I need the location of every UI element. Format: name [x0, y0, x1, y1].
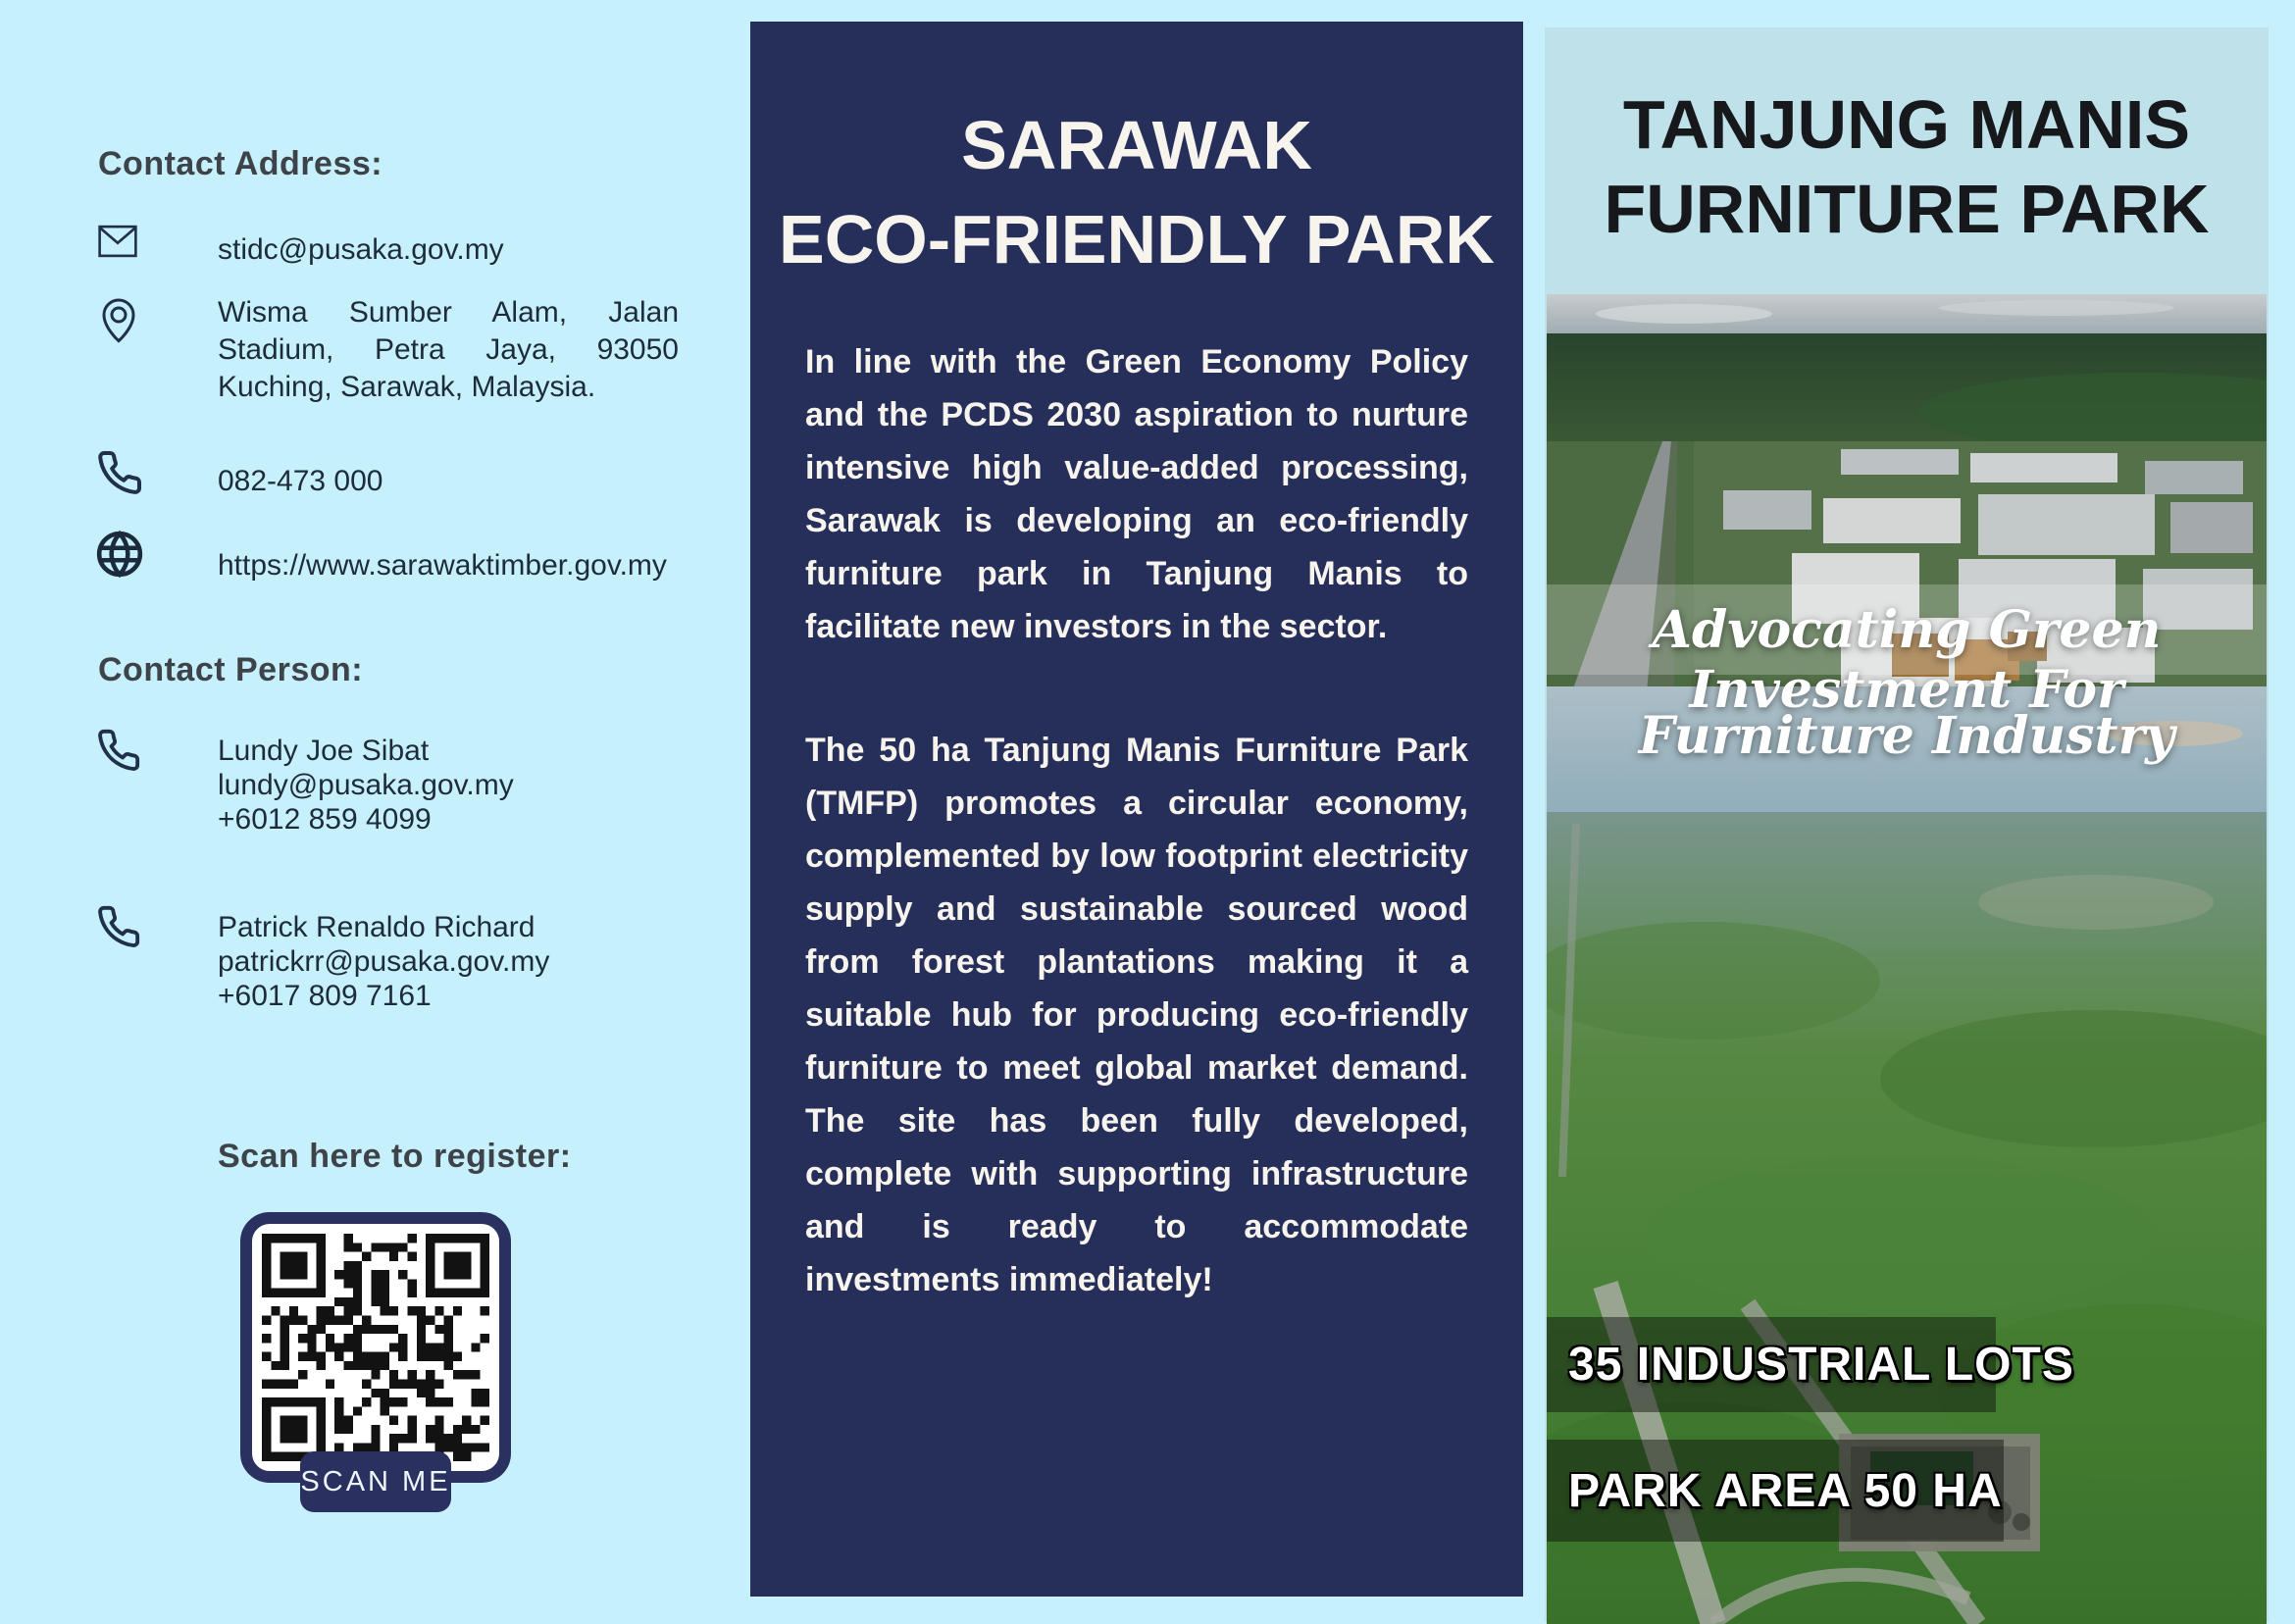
aerial-photo-art — [1547, 294, 2267, 1624]
eco-park-title — [750, 98, 1523, 286]
eco-park-title-line2: ECO-FRIENDLY PARK — [779, 201, 1495, 278]
contact-person-phone: +6017 809 7161 — [218, 980, 432, 1012]
contact-person-phone: +6012 859 4099 — [218, 803, 432, 836]
stat-industrial-lots-label: 35 INDUSTRIAL LOTS — [1568, 1339, 2074, 1391]
location-pin-icon — [99, 296, 138, 353]
aerial-photo — [1547, 294, 2267, 1624]
globe-icon — [95, 530, 144, 579]
eco-park-title-line1: SARAWAK — [961, 107, 1312, 183]
scan-me-badge — [300, 1451, 451, 1512]
contact-address: Wisma Sumber Alam, Jalan Stadium, Petra Jaya, 93050 Kuching, Sarawak, Malaysia. — [218, 296, 679, 403]
eco-park-panel — [750, 22, 1523, 1597]
eco-park-paragraph-1: In line with the Green Economy Policy and the PCDS 2030 aspiration to nurture intensive high value-added processing, Sarawak is developing an eco-friendly furniture park in Tanjung Manis to facilitate new investors in the sector. — [805, 343, 1468, 645]
contact-person-heading: Contact Person: — [98, 651, 364, 688]
contact-address-heading: Contact Address: — [98, 145, 383, 182]
contact-email[interactable]: stidc@pusaka.gov.my — [218, 233, 504, 266]
stat-industrial-lots — [1547, 1317, 2074, 1412]
contact-person-2 — [218, 910, 549, 1013]
cover-title — [1545, 82, 2269, 251]
scan-me-label: SCAN ME — [300, 1465, 451, 1497]
eco-park-paragraph-2: The 50 ha Tanjung Manis Furniture Park (TMFP) promotes a circular economy, complemented by low footprint electricity supply and sustainable sourced wood from forest plantations making it a suitable hub for producing eco-friendly furniture to meet global market demand. The site has been fully developed, complete with supporting infrastructure and is ready to accommodate investments immediately! — [805, 732, 1468, 1298]
qr-code[interactable] — [240, 1212, 511, 1483]
envelope-icon — [97, 224, 138, 259]
cover-title-line2: FURNITURE PARK — [1604, 171, 2210, 247]
stat-park-area — [1547, 1440, 2004, 1542]
left-contact-panel — [0, 0, 750, 1622]
scan-register-heading: Scan here to register: — [218, 1138, 572, 1175]
cover-panel — [1545, 27, 2269, 1622]
phone-icon — [96, 449, 143, 496]
stat-park-area-label: PARK AREA 50 HA — [1568, 1464, 2003, 1517]
contact-person-1 — [218, 734, 514, 837]
contact-person-email[interactable]: lundy@pusaka.gov.my — [218, 769, 514, 801]
contact-website[interactable]: https://www.sarawaktimber.gov.my — [218, 549, 667, 582]
contact-phone: 082-473 000 — [218, 465, 383, 497]
contact-person-name: Patrick Renaldo Richard — [218, 911, 536, 943]
contact-person-email[interactable]: patrickrr@pusaka.gov.my — [218, 945, 550, 978]
photo-caption-line1: Advocating Green Investment For — [1652, 600, 2162, 720]
cover-title-line1: TANJUNG MANIS — [1622, 86, 2191, 163]
phone-icon — [96, 904, 141, 949]
photo-caption-line2: Furniture Industry — [1638, 706, 2175, 766]
contact-person-name: Lundy Joe Sibat — [218, 735, 430, 767]
phone-icon — [96, 728, 141, 773]
eco-park-body — [805, 335, 1468, 1377]
